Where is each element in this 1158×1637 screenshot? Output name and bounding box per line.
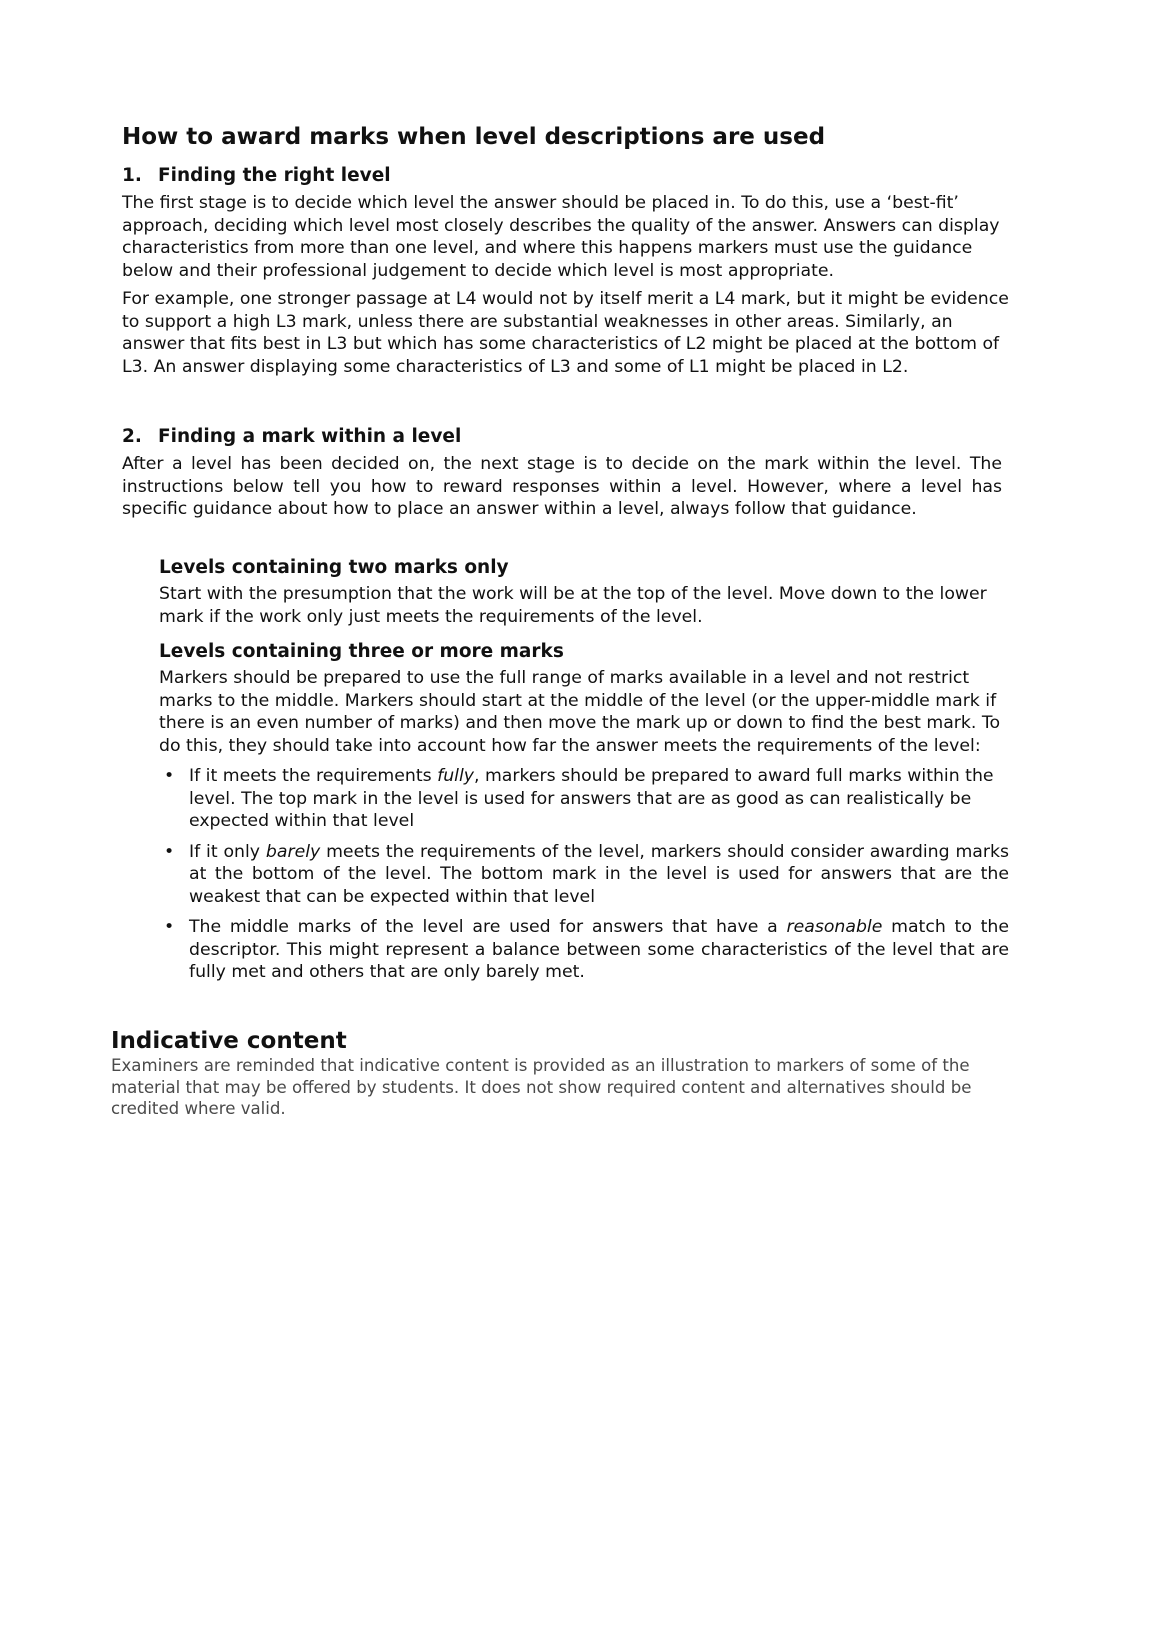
- paragraph: For example, one stronger passage at L4 would not by itself merit a L4 mark, but it might be evidence to support a high L3 mark, unless there are substantial weaknesses in other areas. Similarly, an answer that fits best in L3 but which has some characteristics of L2 might be placed at the bottom of L3. An answer displaying some characteristics of L3 and some of L1 might be placed in L2.: [122, 289, 1009, 377]
- section-number: 1.: [122, 165, 142, 186]
- paragraph: Markers should be prepared to use the full range of marks available in a level and not restrict marks to the middle. Markers should start at the middle of the level (or the upper-middle mark if there is an even number of marks) and then move the mark up or down to find the best mark. To do this, they should take into account how far the answer meets the requirements of the level:: [159, 668, 1001, 756]
- list-item: [159, 841, 1009, 909]
- section-number: 2.: [122, 426, 142, 447]
- list-item-text-end: , markers should be prepared to award full marks within the level. The top mark in the level is used for answers that are as good as can realistically be expected within that level: [189, 766, 994, 831]
- bullet-icon: •: [164, 917, 175, 937]
- indicative-content-text: Examiners are reminded that indicative content is provided as an illustration to markers of some of the material that may be offered by students. It does not show required content and alternatives should be credited where valid.: [111, 1056, 972, 1118]
- list-item-emphasis: reasonable: [786, 917, 883, 937]
- paragraph: The first stage is to decide which level the answer should be placed in. To do this, use a ‘best-fit’ approach, deciding which level most closely describes the quality of the answer. Answers can display characteristics from more than one level, and where this happens markers must use the guidance below and their professional judgement to decide which level is most appropriate.: [122, 193, 1000, 281]
- list-item: [159, 916, 1009, 984]
- list-item-emphasis: barely: [265, 841, 321, 862]
- list-item-text-start: If it only: [189, 841, 266, 862]
- section-heading-text: Finding a mark within a level: [158, 426, 462, 447]
- section-heading: [122, 425, 1002, 449]
- section-heading-text: Finding the right level: [158, 165, 391, 186]
- paragraph: After a level has been decided on, the next stage is to decide on the mark within the level. The instructions below tell you how to reward responses within a level. However, where a level has specific guidance about how to place an answer within a level, always follow that guidance.: [122, 454, 1002, 519]
- list-item: [159, 765, 1009, 833]
- list-item-text-end: match to the descriptor. This might represent a balance between some characteristics of the level that are fully met and others that are only barely met.: [189, 917, 1010, 982]
- indicative-content-heading: Indicative content: [111, 1028, 347, 1054]
- list-item-text-start: If it meets the requirements: [189, 766, 438, 786]
- indicative-content-section: [111, 1027, 1011, 1120]
- levels-three-marks-heading: Levels containing three or more marks: [159, 641, 564, 662]
- list-item-text-end: meets the requirements of the level, markers should consider awarding marks at the bottom of the level. The bottom mark in the level is used for answers that are the weakest that can be expected within that level: [189, 841, 1009, 907]
- paragraph: Start with the presumption that the work will be at the top of the level. Move down to the lower mark if the work only just meets the requirements of the level.: [159, 584, 987, 627]
- section-finding-right-level: [122, 164, 1017, 378]
- levels-two-marks-block: [159, 556, 1019, 628]
- list-item-emphasis: fully: [437, 766, 474, 786]
- bullet-icon: •: [164, 841, 175, 862]
- levels-three-marks-block: [159, 640, 1019, 992]
- bullet-icon: •: [164, 766, 175, 786]
- page-title: How to award marks when level descriptions are used: [122, 124, 826, 150]
- list-item-text-start: The middle marks of the level are used for answers that have a: [189, 917, 787, 937]
- bullet-list: [159, 765, 1009, 984]
- section-finding-mark-within-level: [122, 425, 1002, 521]
- levels-two-marks-heading: Levels containing two marks only: [159, 557, 509, 578]
- section-heading: [122, 164, 1017, 188]
